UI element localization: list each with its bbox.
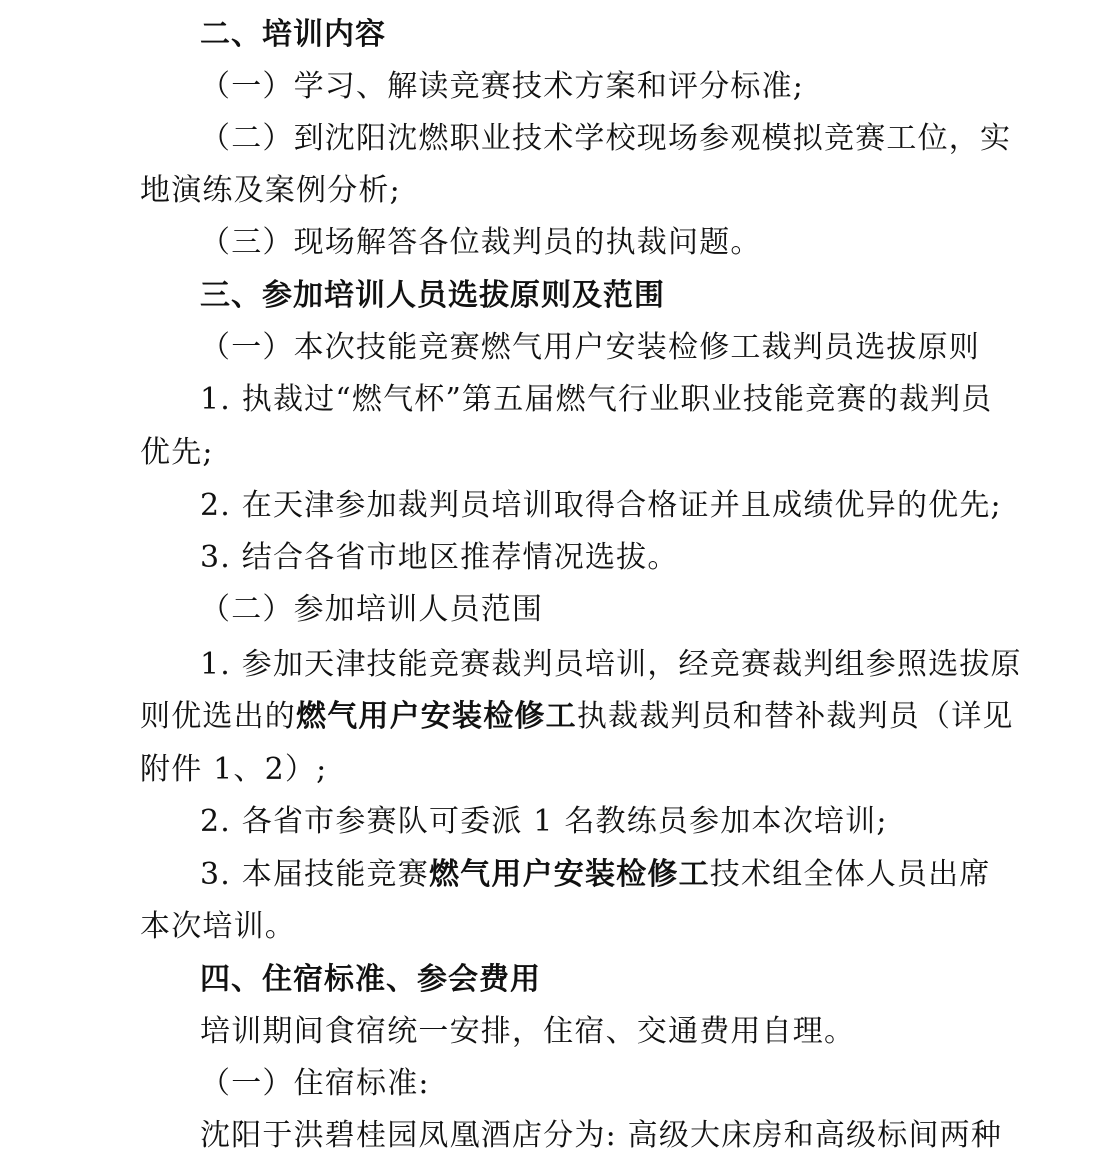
paragraph-line: 2. 在天津参加裁判员培训取得合格证并且成绩优异的优先; xyxy=(200,488,1002,523)
text-run: 执裁裁判员和替补裁判员（详见 xyxy=(576,699,1014,734)
text-run: 3. 本届技能竞赛 xyxy=(200,857,429,892)
paragraph-line xyxy=(140,697,1014,737)
section-heading-training-content: 二、培训内容 xyxy=(200,17,386,52)
paragraph-line: （二）到沈阳沈燃职业技术学校现场参观模拟竞赛工位，实 xyxy=(200,121,1012,156)
paragraph-line: 本次培训。 xyxy=(140,909,296,944)
section-heading-selection-principles: 三、参加培训人员选拔原则及范围 xyxy=(200,278,665,313)
paragraph-line: 地演练及案例分析; xyxy=(140,173,401,208)
text-run: 则优选出的 xyxy=(140,699,296,734)
paragraph-line: 3. 结合各省市地区推荐情况选拔。 xyxy=(200,540,679,575)
paragraph-line: （三）现场解答各位裁判员的执裁问题。 xyxy=(200,225,762,260)
paragraph-line: 培训期间食宿统一安排，住宿、交通费用自理。 xyxy=(200,1014,856,1049)
bold-text-run: 燃气用户安装检修工 xyxy=(428,857,710,892)
paragraph-line xyxy=(200,855,1030,895)
paragraph-line: 沈阳于洪碧桂园凤凰酒店分为: 高级大床房和高级标间两种 xyxy=(200,1118,1003,1153)
subheading-line: （二）参加培训人员范围 xyxy=(200,592,544,627)
paragraph-line: 附件 1、2）; xyxy=(140,752,328,787)
paragraph-line: 1. 参加天津技能竞赛裁判员培训，经竞赛裁判组参照选拔原 xyxy=(200,647,1022,682)
subheading-line: （一）住宿标准: xyxy=(200,1066,430,1101)
text-run: 技术组全体人员出席 xyxy=(709,857,991,892)
paragraph-line: 1. 执裁过“燃气杯”第五届燃气行业职业技能竞赛的裁判员 xyxy=(200,382,993,417)
section-heading-accommodation-fees: 四、住宿标准、参会费用 xyxy=(200,962,541,997)
paragraph-line: 2. 各省市参赛队可委派 1 名教练员参加本次培训; xyxy=(200,804,888,839)
bold-text-run: 燃气用户安装检修工 xyxy=(296,699,577,734)
subheading-line: （一）本次技能竞赛燃气用户安装检修工裁判员选拔原则 xyxy=(200,330,980,365)
paragraph-line: 优先; xyxy=(140,435,214,470)
paragraph-line: （一）学习、解读竞赛技术方案和评分标准; xyxy=(200,69,805,104)
